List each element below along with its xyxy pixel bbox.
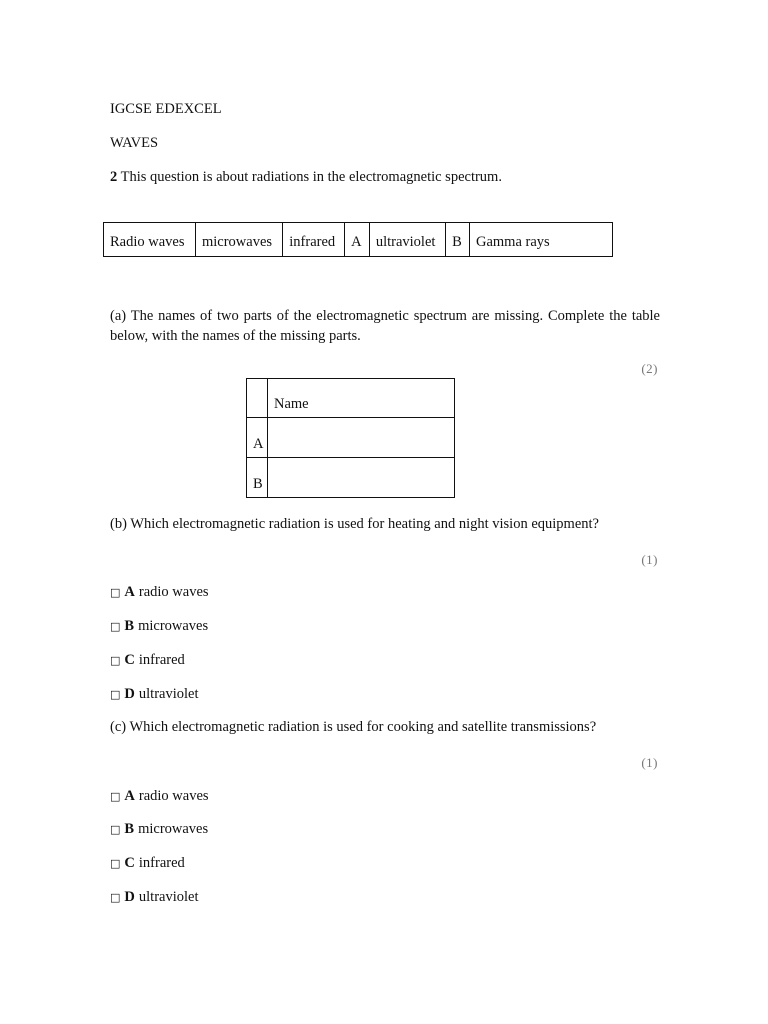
option-letter: D bbox=[124, 686, 135, 702]
part-b-option-b[interactable] bbox=[110, 619, 208, 634]
answer-row-label: B bbox=[247, 458, 268, 498]
checkbox-icon[interactable]: □ bbox=[110, 688, 121, 701]
option-text: radio waves bbox=[138, 788, 209, 804]
spectrum-row bbox=[104, 223, 613, 257]
checkbox-icon[interactable]: □ bbox=[110, 891, 121, 904]
option-letter: C bbox=[124, 855, 135, 871]
answer-row-b bbox=[247, 458, 455, 498]
answer-table-header-name: Name bbox=[268, 379, 455, 418]
option-text: microwaves bbox=[138, 821, 209, 837]
spectrum-cell: infrared bbox=[283, 223, 345, 257]
option-letter: C bbox=[124, 652, 135, 668]
question-number: 2 bbox=[110, 169, 118, 185]
option-text: infrared bbox=[138, 855, 185, 871]
answer-table-corner bbox=[247, 379, 268, 418]
option-text: ultraviolet bbox=[138, 686, 199, 702]
spectrum-cell: Gamma rays bbox=[470, 223, 613, 257]
answer-table bbox=[246, 378, 455, 498]
part-c-option-a[interactable] bbox=[110, 789, 209, 804]
checkbox-icon[interactable]: □ bbox=[110, 654, 121, 667]
part-c-option-b[interactable] bbox=[110, 822, 208, 837]
answer-cell-b[interactable] bbox=[268, 458, 455, 498]
checkbox-icon[interactable]: □ bbox=[110, 586, 121, 599]
spectrum-cell: B bbox=[446, 223, 470, 257]
part-a-question: (a) The names of two parts of the electromagnetic spectrum are missing. Complete the table below, with the names of the missing parts. bbox=[110, 308, 660, 344]
spectrum-cell: ultraviolet bbox=[369, 223, 445, 257]
spectrum-table bbox=[103, 222, 613, 257]
option-letter: A bbox=[124, 584, 135, 600]
part-c-option-d[interactable] bbox=[110, 890, 198, 905]
option-text: infrared bbox=[138, 652, 185, 668]
checkbox-icon[interactable]: □ bbox=[110, 790, 121, 803]
question-stem bbox=[110, 170, 502, 185]
option-text: ultraviolet bbox=[138, 889, 199, 905]
spectrum-cell: Radio waves bbox=[104, 223, 196, 257]
part-b-question: (b) Which electromagnetic radiation is used for heating and night vision equipment? bbox=[110, 516, 599, 532]
option-text: microwaves bbox=[138, 618, 209, 634]
spectrum-cell: microwaves bbox=[195, 223, 282, 257]
part-b-option-d[interactable] bbox=[110, 687, 198, 702]
answer-row-a bbox=[247, 418, 455, 458]
answer-table-header bbox=[247, 379, 455, 418]
spectrum-cell: A bbox=[345, 223, 370, 257]
topic-title: WAVES bbox=[110, 135, 159, 151]
part-a-marks: (2) bbox=[641, 361, 658, 376]
answer-cell-a[interactable] bbox=[268, 418, 455, 458]
checkbox-icon[interactable]: □ bbox=[110, 620, 121, 633]
part-b-marks: (1) bbox=[641, 552, 658, 567]
part-c-option-c[interactable] bbox=[110, 856, 185, 871]
part-c-question: (c) Which electromagnetic radiation is used for cooking and satellite transmissions? bbox=[110, 719, 597, 735]
checkbox-icon[interactable]: □ bbox=[110, 857, 121, 870]
option-letter: A bbox=[124, 788, 135, 804]
exam-title: IGCSE EDEXCEL bbox=[110, 101, 222, 117]
option-letter: B bbox=[124, 618, 135, 634]
option-letter: B bbox=[124, 821, 135, 837]
part-c-marks: (1) bbox=[641, 755, 658, 770]
answer-row-label: A bbox=[247, 418, 268, 458]
part-b-option-a[interactable] bbox=[110, 585, 209, 600]
option-letter: D bbox=[124, 889, 135, 905]
question-text: This question is about radiations in the electromagnetic spectrum. bbox=[120, 169, 502, 185]
option-text: radio waves bbox=[138, 584, 209, 600]
checkbox-icon[interactable]: □ bbox=[110, 823, 121, 836]
part-b-option-c[interactable] bbox=[110, 653, 185, 668]
